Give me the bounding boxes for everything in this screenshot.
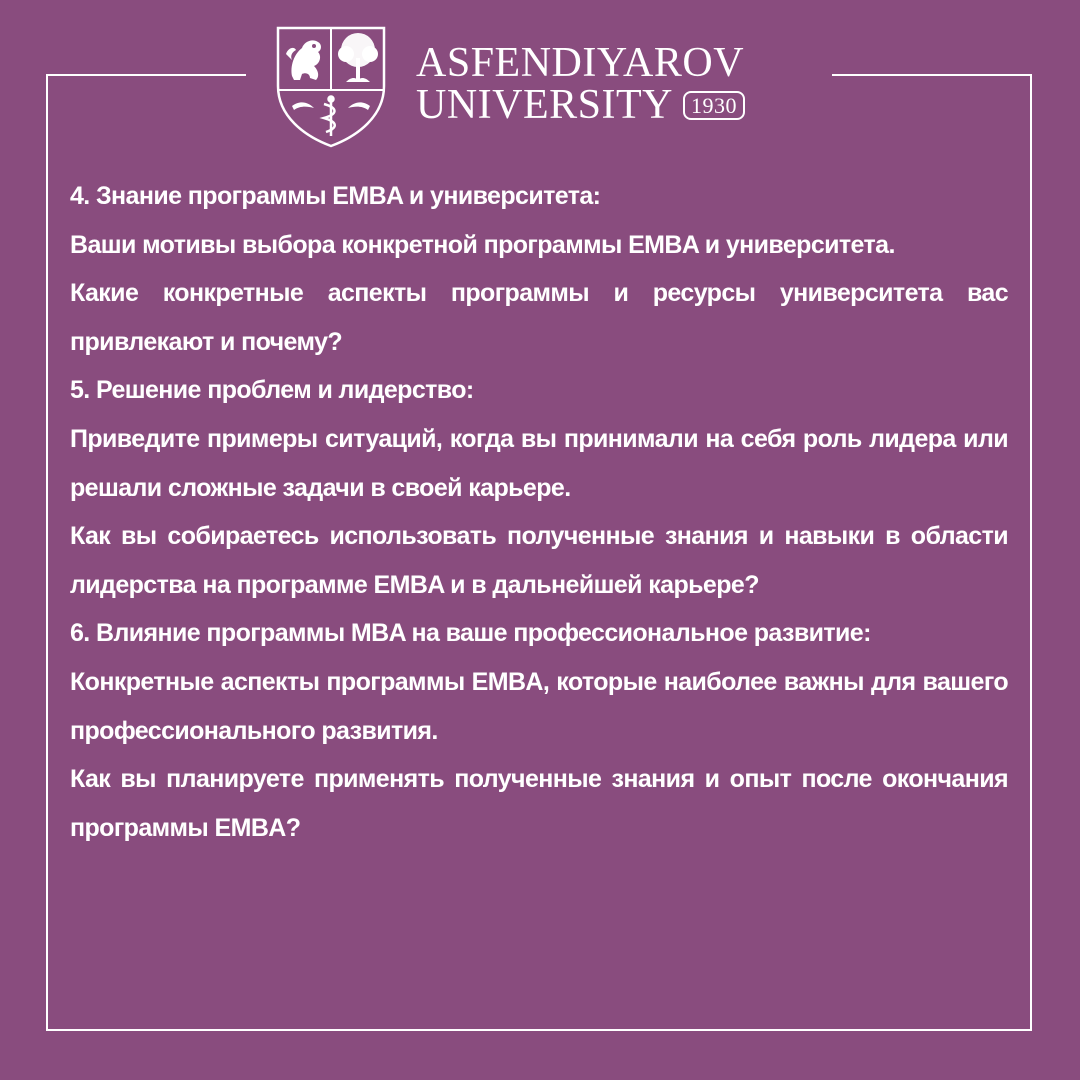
university-logo (272, 24, 812, 148)
frame-top-right-line (832, 74, 1032, 76)
section-4-line-2: Какие конкретные аспекты программы и ресурсы университета вас привлекают и почему? (70, 279, 1008, 356)
section-6-line-1: Конкретные аспекты программы EMBA, которые наиболее важны для вашего профессионального развития. (70, 667, 1008, 745)
section-5-line-1: Приведите примеры ситуаций, когда вы принимали на себя роль лидера или решали сложные задачи в своей карьере. (70, 424, 1008, 502)
shield-crest-icon (274, 24, 388, 148)
section-5-line-2: Как вы собираетесь использовать полученные знания и навыки в области лидерства на программе EMBA и в дальнейшей карьере? (70, 522, 1008, 599)
section-5-heading: 5. Решение проблем и лидерство: (70, 376, 474, 405)
lion-icon (286, 40, 321, 80)
tree-icon (338, 33, 378, 82)
section-6-line-2: Как вы планируете применять полученные знания и опыт после окончания программы EMBA? (70, 765, 1008, 842)
frame-top-left-line (46, 74, 246, 76)
brand-name-line1: ASFENDIYAROV (416, 40, 745, 86)
university-wordmark (416, 42, 745, 126)
founding-year-badge: 1930 (683, 91, 745, 120)
section-4-heading: 4. Знание программы EMBA и университета: (70, 182, 601, 210)
caduceus-icon (324, 97, 335, 137)
questions-text (70, 172, 1008, 852)
brand-name-line2: UNIVERSITY (416, 82, 673, 128)
section-6-heading: 6. Влияние программы MBA на ваше профессиональное развитие: (70, 619, 871, 648)
section-4-line-1: Ваши мотивы выбора конкретной программы EMBA и университета. (70, 230, 895, 259)
